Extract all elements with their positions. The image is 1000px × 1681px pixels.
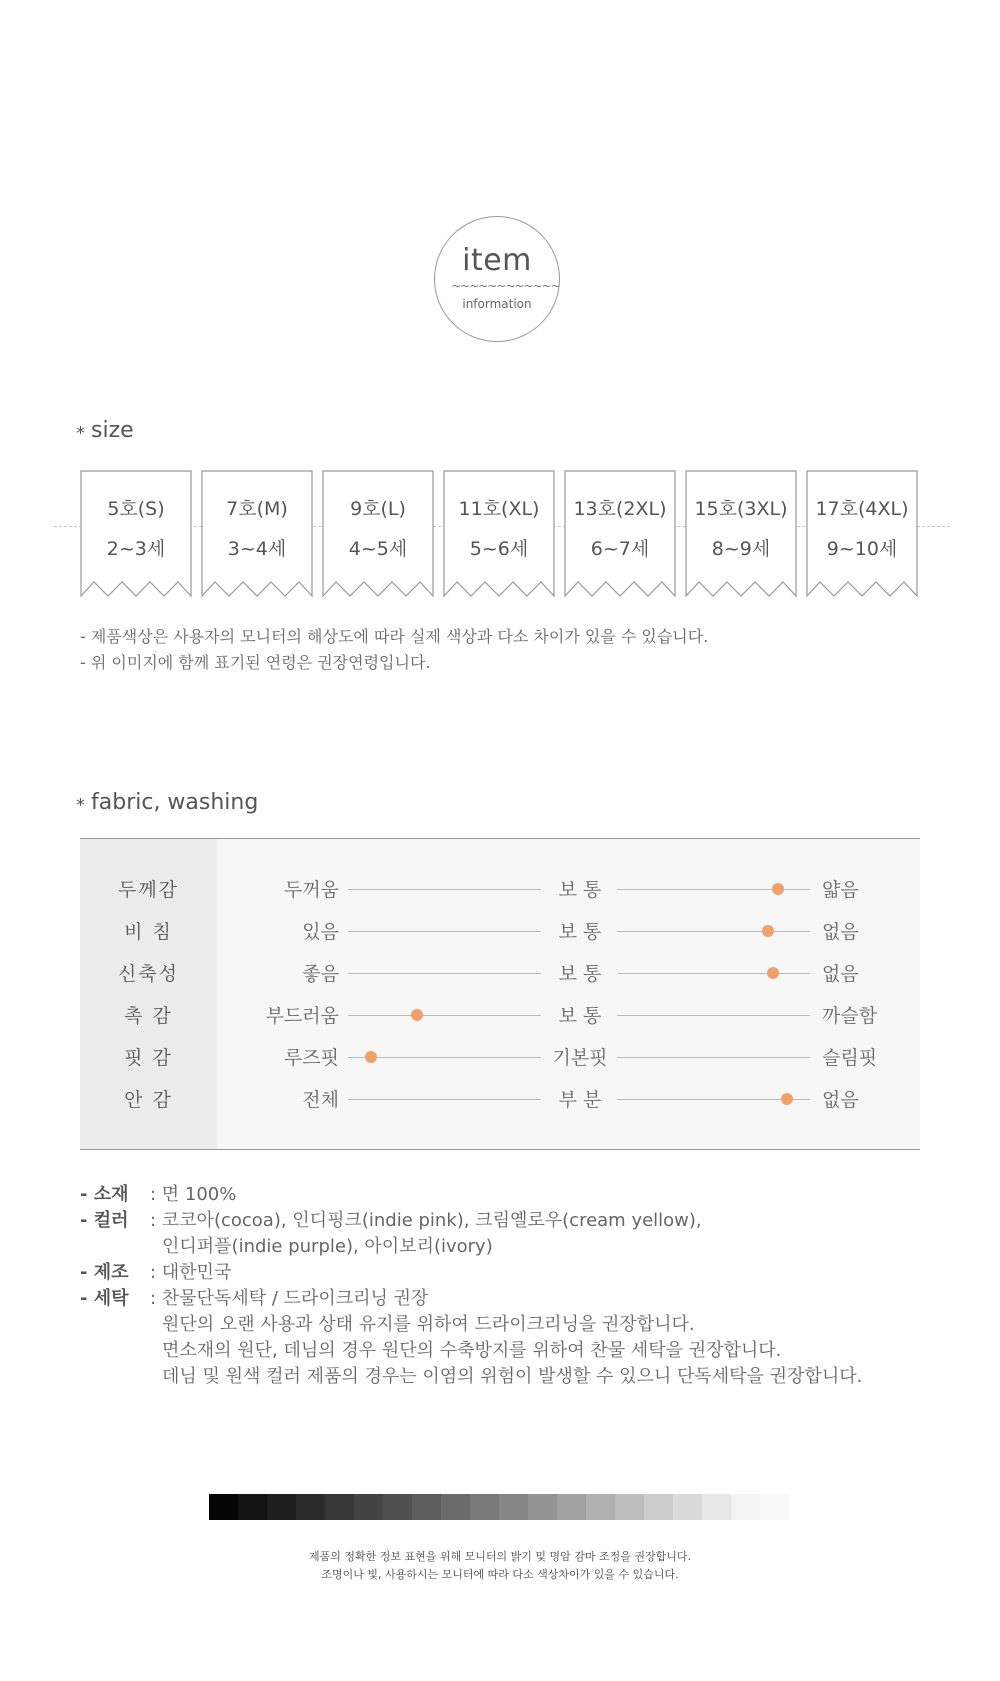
tag-age-label: 6~7세 bbox=[590, 538, 650, 560]
item-information-badge bbox=[434, 216, 560, 342]
fabric-mid-label: 부 분 bbox=[558, 1089, 602, 1111]
size-title-text: size bbox=[91, 418, 134, 443]
tag-age-label: 5~6세 bbox=[469, 538, 529, 560]
fabric-row-label: 비 침 bbox=[124, 921, 173, 943]
grayscale-swatch bbox=[267, 1494, 296, 1520]
monitor-grayscale-bar bbox=[209, 1494, 789, 1520]
spec-value: : 찬물단독세탁 / 드라이크리닝 권장 bbox=[150, 1288, 429, 1309]
fabric-scale-line bbox=[617, 1057, 810, 1058]
grayscale-swatch bbox=[586, 1494, 615, 1520]
fabric-mid-label: 보 통 bbox=[558, 921, 602, 943]
badge-title: item bbox=[462, 243, 532, 278]
spec-value: : 대한민국 bbox=[150, 1262, 232, 1283]
spec-key: - 컬러 bbox=[80, 1210, 129, 1231]
badge-wave-decoration: ~~~~~~~~~~~~ bbox=[451, 279, 560, 293]
fabric-row bbox=[80, 917, 920, 947]
tag-size-label: 17호(4XL) bbox=[815, 498, 909, 520]
fabric-section-title bbox=[76, 790, 258, 815]
grayscale-swatch bbox=[644, 1494, 673, 1520]
fabric-row bbox=[80, 875, 920, 905]
size-tag bbox=[322, 470, 434, 606]
fabric-row-label: 촉 감 bbox=[124, 1005, 173, 1027]
tag-size-label: 15호(3XL) bbox=[694, 498, 788, 520]
grayscale-swatch bbox=[557, 1494, 586, 1520]
fabric-scale-line bbox=[617, 1015, 810, 1016]
fabric-low-label: 두꺼움 bbox=[283, 879, 339, 901]
grayscale-swatch bbox=[528, 1494, 557, 1520]
grayscale-swatch bbox=[615, 1494, 644, 1520]
fabric-level-dot bbox=[767, 967, 779, 979]
fabric-high-label: 없음 bbox=[822, 963, 859, 985]
fabric-low-label: 있음 bbox=[302, 921, 339, 943]
asterisk-icon: * bbox=[76, 423, 85, 444]
grayscale-swatch bbox=[760, 1494, 789, 1520]
fabric-row-label: 두께감 bbox=[117, 879, 180, 901]
size-tag bbox=[806, 470, 918, 606]
fabric-level-dot bbox=[365, 1051, 377, 1063]
fabric-row bbox=[80, 1085, 920, 1115]
grayscale-swatch bbox=[383, 1494, 412, 1520]
size-note: - 위 이미지에 함께 표기된 연령은 권장연령입니다. bbox=[80, 653, 431, 672]
size-note: - 제품색상은 사용자의 모니터의 해상도에 따라 실제 색상과 다소 차이가 있을 수 있습니다. bbox=[80, 627, 709, 646]
fabric-row-label: 안 감 bbox=[124, 1089, 173, 1111]
fabric-row bbox=[80, 1043, 920, 1073]
fabric-scale-line bbox=[348, 1015, 541, 1016]
spec-value: 원단의 오랜 사용과 상태 유지를 위하여 드라이크리닝을 권장합니다. bbox=[162, 1314, 695, 1335]
fabric-scale-line bbox=[348, 931, 541, 932]
fabric-scale-line bbox=[617, 973, 810, 974]
fabric-title-text: fabric, washing bbox=[91, 790, 259, 815]
spec-value: : 코코아(cocoa), 인디핑크(indie pink), 크림옐로우(cream yellow), bbox=[150, 1210, 702, 1231]
grayscale-swatch bbox=[296, 1494, 325, 1520]
tag-size-label: 7호(M) bbox=[226, 498, 288, 520]
fabric-low-label: 루즈핏 bbox=[283, 1047, 339, 1069]
grayscale-swatch bbox=[702, 1494, 731, 1520]
fabric-low-label: 전체 bbox=[302, 1089, 339, 1111]
fabric-row-label: 신축성 bbox=[117, 963, 180, 985]
size-tag bbox=[685, 470, 797, 606]
fabric-high-label: 슬림핏 bbox=[822, 1047, 878, 1069]
tag-size-label: 13호(2XL) bbox=[573, 498, 667, 520]
spec-value: 데님 및 원색 컬러 제품의 경우는 이염의 위험이 발생할 수 있으니 단독세탁을 권장합니다. bbox=[162, 1366, 863, 1387]
size-tag bbox=[443, 470, 555, 606]
tag-age-label: 9~10세 bbox=[826, 538, 898, 560]
tag-age-label: 2~3세 bbox=[106, 538, 166, 560]
grayscale-swatch bbox=[731, 1494, 760, 1520]
spec-key: - 소재 bbox=[80, 1184, 129, 1205]
spec-value: 인디퍼플(indie purple), 아이보리(ivory) bbox=[162, 1236, 493, 1257]
fabric-mid-label: 보 통 bbox=[558, 963, 602, 985]
grayscale-swatch bbox=[354, 1494, 383, 1520]
fabric-table bbox=[80, 838, 920, 1150]
fabric-level-dot bbox=[781, 1093, 793, 1105]
fabric-level-dot bbox=[772, 883, 784, 895]
tag-size-label: 5호(S) bbox=[107, 498, 165, 520]
grayscale-swatch bbox=[325, 1494, 354, 1520]
fabric-scale-line bbox=[348, 973, 541, 974]
footer-note: 제품의 정확한 정보 표현을 위해 모니터의 밝기 및 명암 감마 조정을 권장합니다. bbox=[309, 1550, 691, 1563]
tag-age-label: 3~4세 bbox=[227, 538, 287, 560]
fabric-mid-label: 보 통 bbox=[558, 1005, 602, 1027]
fabric-mid-label: 기본핏 bbox=[552, 1047, 608, 1069]
fabric-row bbox=[80, 1001, 920, 1031]
grayscale-swatch bbox=[209, 1494, 238, 1520]
fabric-high-label: 없음 bbox=[822, 921, 859, 943]
spec-key: - 세탁 bbox=[80, 1288, 129, 1309]
size-tag bbox=[80, 470, 192, 606]
fabric-level-dot bbox=[411, 1009, 423, 1021]
fabric-high-label: 없음 bbox=[822, 1089, 859, 1111]
spec-value: 면소재의 원단, 데님의 경우 원단의 수축방지를 위하여 찬물 세탁을 권장합니다. bbox=[162, 1340, 782, 1361]
grayscale-swatch bbox=[673, 1494, 702, 1520]
footer-note: 조명이나 빛, 사용하시는 모니터에 따라 다소 색상차이가 있을 수 있습니다. bbox=[321, 1568, 679, 1581]
fabric-low-label: 좋음 bbox=[302, 963, 339, 985]
fabric-level-dot bbox=[762, 925, 774, 937]
size-tag bbox=[564, 470, 676, 606]
badge-subtitle: information bbox=[462, 297, 532, 311]
fabric-mid-label: 보 통 bbox=[558, 879, 602, 901]
grayscale-swatch bbox=[412, 1494, 441, 1520]
fabric-row bbox=[80, 959, 920, 989]
fabric-high-label: 까슬함 bbox=[822, 1005, 878, 1027]
grayscale-swatch bbox=[441, 1494, 470, 1520]
fabric-scale-line bbox=[348, 1099, 541, 1100]
fabric-high-label: 얇음 bbox=[822, 879, 859, 901]
size-tag bbox=[201, 470, 313, 606]
fabric-row-label: 핏 감 bbox=[124, 1047, 173, 1069]
size-notes bbox=[80, 624, 708, 676]
size-section-title bbox=[76, 418, 134, 443]
fabric-scale-line bbox=[617, 931, 810, 932]
tag-size-label: 11호(XL) bbox=[458, 498, 540, 520]
tag-age-label: 4~5세 bbox=[348, 538, 408, 560]
asterisk-icon: * bbox=[76, 795, 85, 816]
grayscale-swatch bbox=[470, 1494, 499, 1520]
fabric-low-label: 부드러움 bbox=[265, 1005, 339, 1027]
spec-value: : 면 100% bbox=[150, 1184, 237, 1205]
grayscale-swatch bbox=[238, 1494, 267, 1520]
spec-key: - 제조 bbox=[80, 1262, 129, 1283]
fabric-scale-line bbox=[348, 889, 541, 890]
tag-size-label: 9호(L) bbox=[350, 498, 406, 520]
tag-age-label: 8~9세 bbox=[711, 538, 771, 560]
grayscale-swatch bbox=[499, 1494, 528, 1520]
